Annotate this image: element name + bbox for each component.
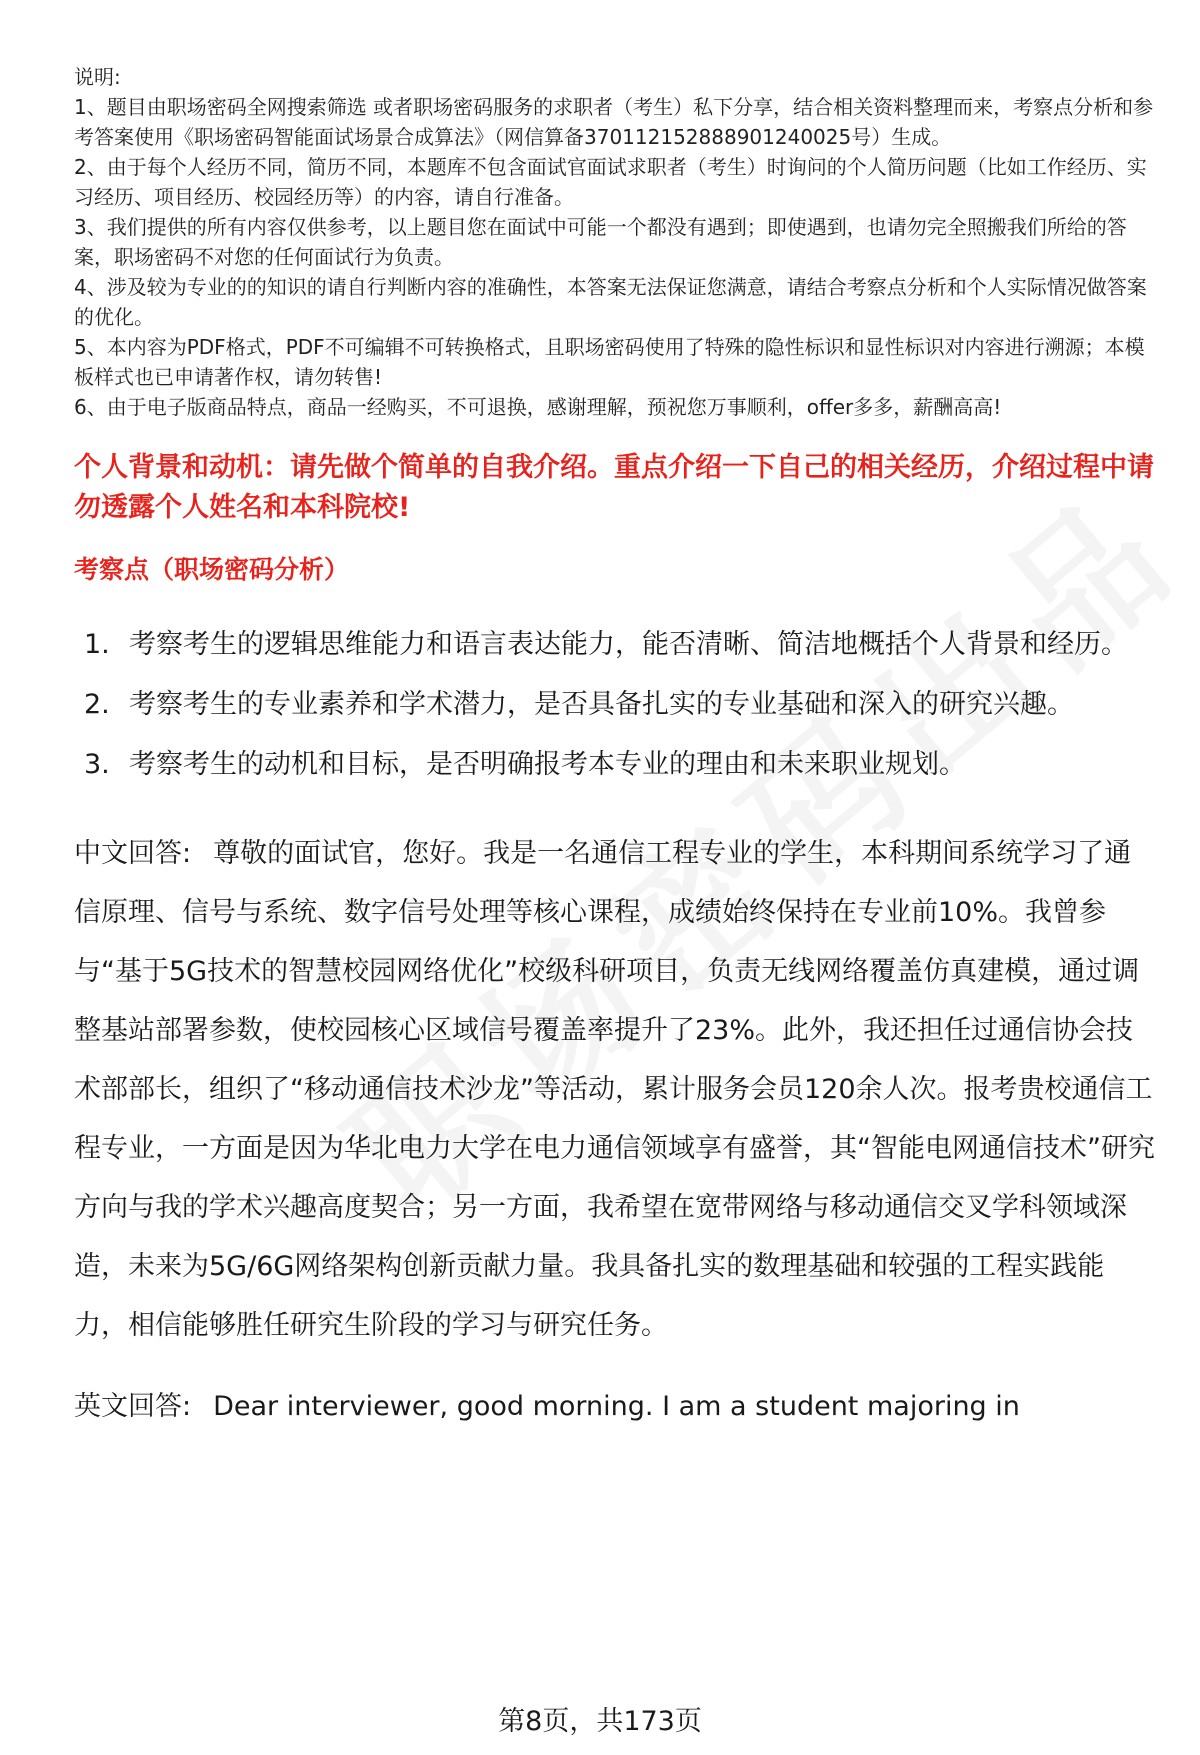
- question-title: 个人背景和动机：请先做个简单的自我介绍。重点介绍一下自己的相关经历，介绍过程中请勿透露个人姓名和本科院校!: [74, 452, 1154, 523]
- exam-point-number: 1.: [84, 629, 110, 660]
- exam-point-item: [74, 676, 1155, 734]
- exam-point-text: 考察考生的逻辑思维能力和语言表达能力，能否清晰、简洁地概括个人背景和经历。: [129, 629, 1128, 660]
- chinese-answer: [74, 824, 1155, 1355]
- exam-point-text: 考察考生的动机和目标，是否明确报考本专业的理由和未来职业规划。: [129, 749, 966, 780]
- notes-heading: 说明:: [74, 65, 121, 89]
- note-item-2: 2、由于每个人经历不同，简历不同，本题库不包含面试官面试求职者（考生）时询问的个人简历问题（比如工作经历、实习经历、项目经历、校园经历等）的内容，请自行准备。: [74, 155, 1147, 209]
- note-item-3: 3、我们提供的所有内容仅供参考，以上题目您在面试中可能一个都没有遇到；即使遇到，也请勿完全照搬我们所给的答案，职场密码不对您的任何面试行为负责。: [74, 215, 1127, 269]
- english-answer-text: Dear interviewer, good morning. I am a student majoring in: [213, 1391, 1020, 1422]
- exam-point-item: [74, 736, 1155, 794]
- notes-section: [74, 62, 1155, 422]
- english-answer-label: 英文回答:: [74, 1391, 192, 1422]
- exam-point-number: 3.: [84, 749, 110, 780]
- note-item-4: 4、涉及较为专业的的知识的请自行判断内容的准确性，本答案无法保证您满意，请结合考察点分析和个人实际情况做答案的优化。: [74, 275, 1147, 329]
- exam-point-item: [74, 616, 1155, 674]
- chinese-answer-text: 尊敬的面试官，您好。我是一名通信工程专业的学生，本科期间系统学习了通信原理、信号与系统、数字信号处理等核心课程，成绩始终保持在专业前10%。我曾参与“基于5G技术的智慧校园网络优化”校级科研项目，负责无线网络覆盖仿真建模，通过调整基站部署参数，使校园核心区域信号覆盖率提升了23%。此外，我还担任过通信协会技术部部长，组织了“移动通信技术沙龙”等活动，累计服务会员120余人次。报考贵校通信工程专业，一方面是因为华北电力大学在电力通信领域享有盛誉，其“智能电网通信技术”研究方向与我的学术兴趣高度契合；另一方面，我希望在宽带网络与移动通信交叉学科领域深造，未来为5G/6G网络架构创新贡献力量。我具备扎实的数理基础和较强的工程实践能力，相信能够胜任研究生阶段的学习与研究任务。: [74, 838, 1155, 1341]
- page-number: 第8页，共173页: [498, 1706, 702, 1737]
- exam-point-text: 考察考生的专业素养和学术潜力，是否具备扎实的专业基础和深入的研究兴趣。: [129, 689, 1074, 720]
- note-item-1: 1、题目由职场密码全网搜索筛选 或者职场密码服务的求职者（考生）私下分享，结合相关资料整理而来，考察点分析和参考答案使用《职场密码智能面试场景合成算法》（网信算备370112152888901240025号）生成。: [74, 95, 1154, 149]
- exam-point-number: 2.: [84, 689, 110, 720]
- note-item-6: 6、由于电子版商品特点，商品一经购买，不可退换，感谢理解，预祝您万事顺利，offer多多，薪酬高高!: [74, 395, 1002, 419]
- note-item-5: 5、本内容为PDF格式，PDF不可编辑不可转换格式，且职场密码使用了特殊的隐性标识和显性标识对内容进行溯源；本模板样式也已申请著作权，请勿转售!: [74, 335, 1145, 389]
- exam-points-heading: 考察点（职场密码分析）: [74, 555, 350, 584]
- english-answer: [74, 1377, 1155, 1436]
- chinese-answer-label: 中文回答:: [74, 838, 192, 869]
- exam-points-list: [74, 616, 1155, 794]
